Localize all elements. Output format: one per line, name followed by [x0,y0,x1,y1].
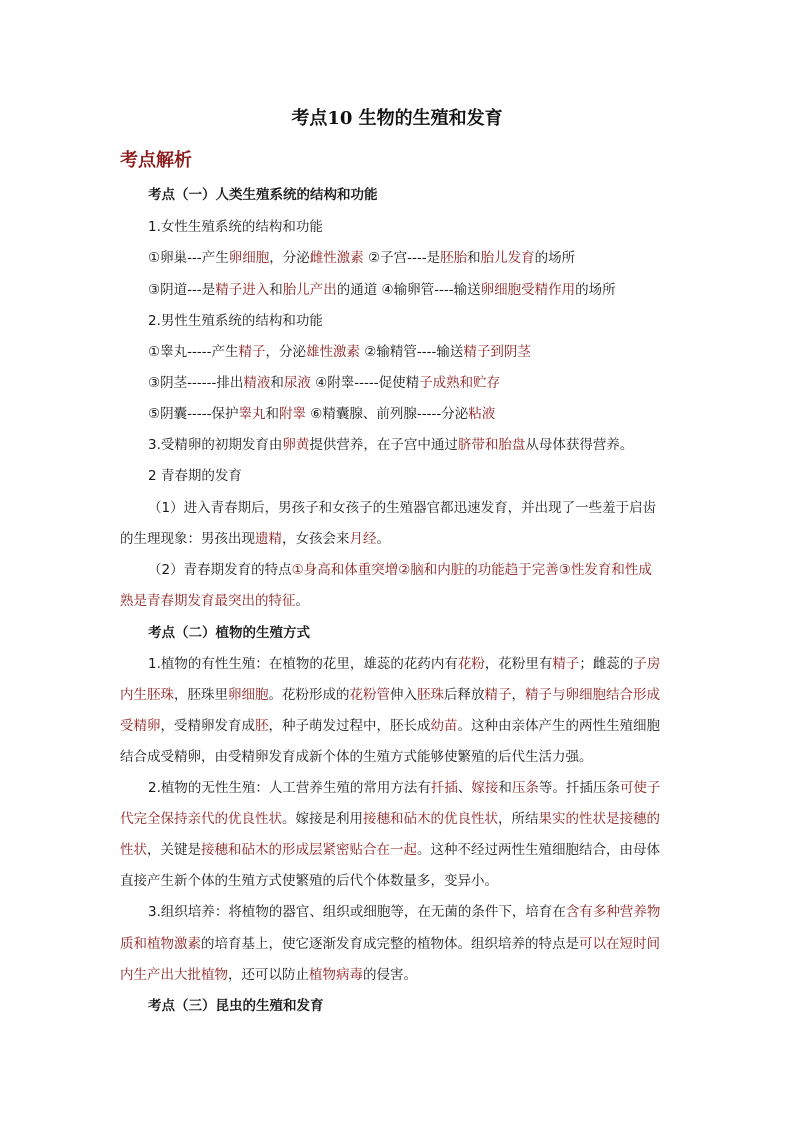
highlighted-term: 花粉管 [349,687,390,703]
text-segment: 3.组织培养：将植物的器官、组织或细胞等，在无菌的条件下，培育在 [148,904,566,920]
text-segment: ，所结 [498,811,539,827]
text-segment: 的培育基上，使它逐渐发育成完整的植物体。组织培养的特点是 [201,936,579,952]
highlighted-term: 幼苗 [430,718,458,734]
text-segment: 。 [295,593,309,609]
text-line [120,841,660,859]
highlighted-term: 嫁接 [471,780,499,796]
text-segment: 的侵害。 [363,967,417,983]
highlighted-term: 精子到阴茎 [463,344,531,360]
highlighted-term: 接穗和砧木的形成层紧密贴合在一起 [201,842,417,858]
text-segment: ⑤阴囊-----保护 [148,406,239,422]
highlighted-term: 精液 [243,375,271,391]
text-line [120,717,660,735]
highlighted-term: 精子与卵细胞结合形成 [525,687,660,703]
text-segment: 2 青春期的发育 [148,468,242,484]
text-segment: ③阴道---是 [148,282,216,298]
highlighted-term: 附睾 [278,406,306,422]
text-segment: 和 [270,375,284,391]
highlighted-term: 卵细胞 [228,250,270,266]
text-segment: 的场所 [534,250,576,266]
highlighted-term: 胚 [255,718,269,734]
text-segment: ，种子萌发过程中，胚长成 [268,718,431,734]
text-line [148,467,242,485]
text-line [148,312,323,330]
highlighted-term: 含有多种营养物 [565,904,661,920]
highlighted-term: 内生产出大批植物 [120,967,228,983]
highlighted-term: 月经 [349,531,377,547]
text-line [148,405,495,423]
highlighted-term: 胎儿发育 [480,250,535,266]
text-line [120,966,417,984]
text-segment: ②子宫----是 [363,250,441,266]
text-segment: ；雌蕊的 [579,656,634,672]
text-segment: 。花粉形成的 [268,687,350,703]
text-line [148,499,656,517]
highlighted-term: 粘液 [468,406,496,422]
text-segment: 3.受精卵的初期发育由 [148,437,283,453]
text-segment: 从母体获得营养。 [525,437,634,453]
highlighted-term: ①身高和体重突增②脑和内脏的功能趋于完善③性发育和性成 [291,562,652,578]
text-segment: ②输精管----输送 [359,344,464,360]
text-segment: 的生理现象：男孩出现 [120,531,255,547]
text-line [120,935,660,953]
text-segment: 1.女性生殖系统的结构和功能 [148,219,323,235]
highlighted-term: 代完全保持亲代的优良性状 [120,811,282,827]
text-segment: ，女孩会来 [282,531,350,547]
highlighted-term: 受精作用 [521,282,576,298]
subsection-heading: 考点（三）昆虫的生殖和发育 [148,998,324,1014]
text-segment: 的通道 ④输卵管----输送 [336,282,481,298]
text-segment: ，关键是 [147,842,201,858]
text-segment: 、 [457,780,472,796]
text-line [148,249,575,267]
highlighted-term: 接穗和砧木的优良性状 [363,811,498,827]
text-segment: ，胚珠里 [174,687,228,703]
text-line [120,872,498,890]
highlighted-term: 胚胎 [440,250,468,266]
text-segment: ，分泌 [265,344,306,360]
text-line [148,561,652,579]
page-title: 考点10 生物的生殖和发育 [291,108,503,129]
text-line [120,686,660,704]
text-line [148,436,633,454]
highlighted-term: 胚珠 [417,687,444,703]
text-line [148,374,500,392]
text-segment: 提供营养，在子宫中通过 [309,437,458,453]
highlighted-term: 胎儿产出 [282,282,337,298]
text-line [120,748,593,766]
text-segment: 后释放 [444,687,485,703]
highlighted-term: 子成熟和贮存 [419,375,501,391]
text-segment: 2.男性生殖系统的结构和功能 [148,313,323,329]
text-line [148,655,660,673]
text-segment: 等。扦插压条 [538,780,620,796]
text-segment: ①睾丸-----产生 [148,344,239,360]
highlighted-term: 精子进入 [215,282,270,298]
text-line [148,997,324,1015]
highlighted-term: 可使子 [619,780,661,796]
text-segment: ④附睾-----促使精 [310,375,420,391]
highlighted-term: 扦插 [430,780,458,796]
text-segment: ，花粉里有 [484,656,553,672]
text-line [148,186,378,204]
text-line [120,530,390,548]
text-segment: 结合成受精卵，由受精卵发育成新个体的生殖方式能够使繁殖的后代生活力强。 [120,749,593,765]
text-segment: 伸入 [390,687,417,703]
highlighted-term: 睾丸 [238,406,266,422]
text-line [148,903,660,921]
text-segment: ， [511,687,525,703]
text-segment: 。这种不经过两性生殖细胞结合，由母体 [417,842,660,858]
text-segment: ，还可以防止 [228,967,309,983]
text-line [148,281,616,299]
highlighted-term: 精子 [238,344,266,360]
highlighted-term: 性状 [120,842,147,858]
text-segment: 。 [376,531,390,547]
text-line [148,779,660,797]
highlighted-term: 压条 [511,780,539,796]
text-segment: ，受精卵发育成 [160,718,255,734]
text-segment: 的场所 [575,282,616,298]
text-segment: ③阴茎------排出 [148,375,244,391]
text-line [148,218,323,236]
highlighted-term: 精子 [552,656,580,672]
text-segment: 1.植物的有性生殖：在植物的花里，雄蕊的花药内有 [148,656,458,672]
highlighted-term: 卵黄 [282,437,310,453]
highlighted-term: 可以在短时间 [579,936,660,952]
highlighted-term: 受精卵 [120,718,161,734]
subsection-heading: 考点（二）植物的生殖方式 [148,625,310,641]
text-segment: ①卵巢---产生 [148,250,229,266]
text-segment: （1）进入青春期后，男孩子和女孩子的生殖器官都迅速发育，并出现了一些羞于启齿 [148,500,657,516]
highlighted-term: 果实的性状是接穗的 [538,811,660,827]
text-line [148,624,310,642]
text-line [148,343,531,361]
highlighted-term: 雄性激素 [305,344,360,360]
highlighted-term: 质和植物激素 [120,936,201,952]
text-segment: 和 [269,282,283,298]
highlighted-term: 花粉 [457,656,485,672]
highlighted-term: 遗精 [255,531,282,547]
section-heading: 考点解析 [120,150,192,171]
highlighted-term: 植物病毒 [309,967,363,983]
highlighted-term: 内生胚珠 [120,687,174,703]
highlighted-term: 卵细胞 [228,687,269,703]
highlighted-term: 熟是青春期发育最突出的特征 [120,593,296,609]
highlighted-term: 精子 [484,687,512,703]
text-segment: 和 [467,250,481,266]
text-segment: （2）青春期发育的特点 [148,562,292,578]
highlighted-term: 子房 [633,656,661,672]
highlighted-term: 脐带和胎盘 [457,437,526,453]
text-segment: ，分泌 [269,250,310,266]
highlighted-term: 卵细胞 [480,282,522,298]
text-segment: 。这种由亲体产生的两性生殖细胞 [457,718,660,734]
text-segment: ⑥精囊腺、前列腺-----分泌 [305,406,469,422]
highlighted-term: 雌性激素 [309,250,364,266]
text-line [120,592,309,610]
text-segment: 。嫁接是利用 [282,811,363,827]
text-line [120,810,660,828]
text-segment: 和 [265,406,279,422]
text-segment: 直接产生新个体的生殖方式使繁殖的后代个体数量多，变异小。 [120,873,498,889]
text-segment: 和 [498,780,512,796]
highlighted-term: 尿液 [283,375,311,391]
text-segment: 2.植物的无性生殖：人工营养生殖的常用方法有 [148,780,431,796]
subsection-heading: 考点（一）人类生殖系统的结构和功能 [148,187,378,203]
